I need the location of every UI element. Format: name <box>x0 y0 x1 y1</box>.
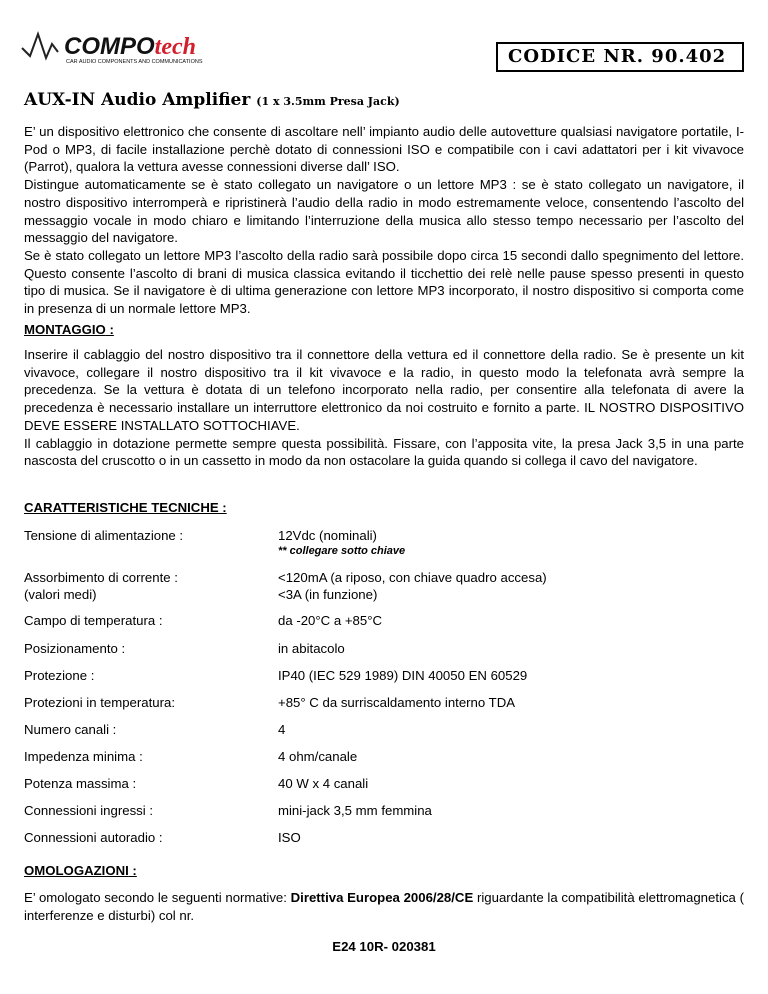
intro-section <box>24 123 744 318</box>
intro-paragraph: Se è stato collegato un lettore MP3 l’ascolto della radio sarà possibile dopo circa 15 secondi dallo spegnimento del lettore. Questo consente l’ascolto di brani di musica classica evitando il ticchettio dei relè nelle pause spesso presenti in questo tipo di musica. Se il navigatore è di ultima generazione con lettore MP3 incorporato, il nostro dispositivo si comporta come in presenza di un normale lettore MP3. <box>24 247 744 317</box>
spec-label: Protezione : <box>24 668 95 683</box>
caratteristiche-heading: CARATTERISTICHE TECNICHE : <box>24 500 227 515</box>
spec-label: Connessioni ingressi : <box>24 803 154 818</box>
spec-value: ISO <box>278 830 301 845</box>
spec-value: 4 <box>278 722 286 737</box>
spec-value: mini-jack 3,5 mm femmina <box>278 803 432 818</box>
spec-value: in abitacolo <box>278 641 345 656</box>
montaggio-paragraph: Il cablaggio in dotazione permette sempre questa possibilità. Fissare, con l’apposita vite, la presa Jack 3,5 in una parte nascosta del cruscotto o in un cassetto in modo da non ostacolare la guida quando si collega il cavo del navigatore. <box>24 435 744 469</box>
homologation-number: E24 10R- 020381 <box>332 939 436 954</box>
spec-value: <120mA (a riposo, con chiave quadro accesa) <3A (in funzione) <box>278 570 547 602</box>
spec-label: Connessioni autoradio : <box>24 830 163 845</box>
spec-label: Posizionamento : <box>24 641 126 656</box>
page-title <box>24 90 400 110</box>
spec-value: da -20°C a +85°C <box>278 613 383 628</box>
spec-label: Tensione di alimentazione : <box>24 528 184 543</box>
spec-label: Potenza massima : <box>24 776 137 791</box>
spec-value: 40 W x 4 canali <box>278 776 369 791</box>
spec-label: Assorbimento di corrente : (valori medi) <box>24 570 178 602</box>
logo-tagline: CAR AUDIO COMPONENTS AND COMMUNICATIONS <box>66 59 203 65</box>
spec-value: 4 ohm/canale <box>278 749 358 764</box>
compotech-logo <box>20 26 250 66</box>
omologazioni-text: E’ omologato secondo le seguenti normative: Direttiva Europea 2006/28/CE riguardante la compatibilità elettromagnetica ( interferenze e disturbi) col nr. <box>24 890 744 923</box>
montaggio-heading: MONTAGGIO : <box>24 322 114 337</box>
intro-paragraph: E’ un dispositivo elettronico che consente di ascoltare nell’ impianto audio delle autovetture qualsiasi navigatore portatile, I-Pod o MP3, di facile installazione perchè dotato di connessioni ISO e compatibile con i cavi adattatori per i kit vivavoce (Parrot), qualora la vettura avesse connessioni diverse dall’ ISO. <box>24 124 744 175</box>
intro-paragraph: Distingue automaticamente se è stato collegato un navigatore o un lettore MP3 : se è stato collegato un navigatore, il nostro dispositivo interromperà e ripristinerà l’audio della radio in modo estremamente veloce, consentendo l’ascolto del messaggio vocale in modo chiaro e limitando l’interruzione della musica allo stesso tempo necessario per l’ascolto del messaggio del navigatore. <box>24 177 744 246</box>
logo-text: COMPOtech <box>64 33 196 60</box>
montaggio-paragraph: Inserire il cablaggio del nostro dispositivo tra il connettore della vettura ed il connettore della radio. Se è presente un kit vivavoce, collegare il nostro dispositivo tra il kit vivavoce e la radio, in questo modo la telefonata avrà sempre la precedenza. Se la vettura è dotata di un telefono incorporato nella radio, per consentire alla telefonata di avere la precedenza è necessario installare un interruttore elettronico da noi costruito e fornito a parte. IL NOSTRO DISPOSITIVO DEVE ESSERE INSTALLATO SOTTOCHIAVE. <box>24 347 744 433</box>
omologazioni-heading: OMOLOGAZIONI : <box>24 863 137 878</box>
spec-value: IP40 (IEC 529 1989) DIN 40050 EN 60529 <box>278 668 528 683</box>
spec-label: Campo di temperatura : <box>24 613 163 628</box>
title-main: AUX-IN Audio Amplifier <box>24 90 251 110</box>
logo-wave-icon <box>22 34 58 58</box>
spec-label: Protezioni in temperatura: <box>24 695 175 710</box>
spec-label: Numero canali : <box>24 722 117 737</box>
title-sub: (1 x 3.5mm Presa Jack) <box>256 95 400 108</box>
product-code: CODICE NR. 90.402 <box>496 42 744 72</box>
spec-note: ** collegare sotto chiave <box>278 545 406 557</box>
spec-value: +85° C da surriscaldamento interno TDA <box>278 695 516 710</box>
montaggio-section <box>24 346 744 470</box>
spec-label: Impedenza minima : <box>24 749 143 764</box>
spec-value: 12Vdc (nominali) ** collegare sotto chiave <box>278 527 748 558</box>
